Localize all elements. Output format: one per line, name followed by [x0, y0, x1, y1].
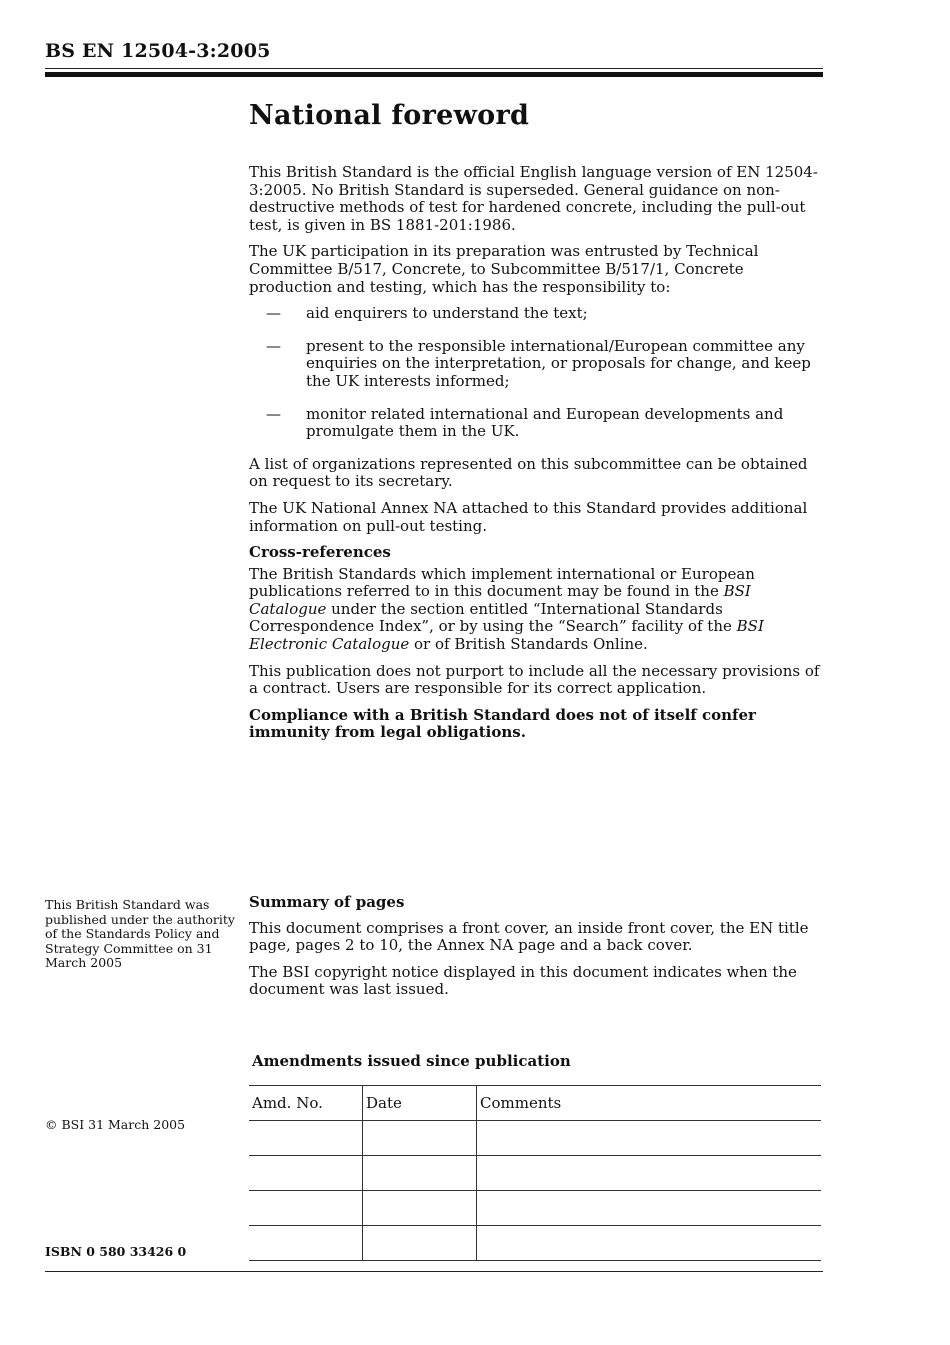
table-row: [249, 1191, 821, 1226]
bsi-catalogue-ref: BSI Catalogue: [249, 582, 751, 618]
column-header-comments: Comments: [477, 1086, 822, 1121]
intro-paragraph-1: This British Standard is the official English language version of EN 12504-3:2005. No British Standard is superseded. General guidance on non-destructive methods of test for hardened concrete, including the pull-out test, is given in BS 1881-201:1986.: [249, 163, 818, 234]
dash-bullet: —: [266, 336, 281, 355]
publication-note: This British Standard was published under the authority of the Standards Policy and Strategy Committee on 31 March 2005: [45, 897, 235, 970]
organizations-paragraph: A list of organizations represented on this subcommittee can be obtained on request to its secretary.: [249, 454, 808, 491]
responsibility-list: [249, 305, 824, 441]
list-item-text: aid enquirers to understand the text;: [306, 304, 588, 323]
cross-ref-text-1: The British Standards which implement international or European publications referred to in this document may be found in the: [249, 564, 755, 601]
cross-ref-text-3: or of British Standards Online.: [409, 635, 648, 654]
list-item-text: present to the responsible international/European committee any enquiries on the interpretation, or proposals for change, and keep the UK interests informed;: [306, 336, 811, 390]
isbn: ISBN 0 580 33426 0: [45, 1244, 187, 1259]
amendments-title: Amendments issued since publication: [252, 1052, 571, 1070]
table-cell: [477, 1226, 822, 1261]
national-annex-paragraph: The UK National Annex NA attached to this Standard provides additional information on pull-out testing.: [249, 498, 808, 535]
table-row: [249, 1121, 821, 1156]
table-cell: [363, 1191, 477, 1226]
table-cell: [363, 1226, 477, 1261]
copyright-note: © BSI 31 March 2005: [45, 1117, 186, 1132]
main-content: [249, 164, 824, 751]
table-cell: [477, 1121, 822, 1156]
contract-paragraph: This publication does not purport to include all the necessary provisions of a contract. Users are responsible for its correct application.: [249, 661, 820, 698]
table-cell: [363, 1156, 477, 1191]
summary-paragraph-1: This document comprises a front cover, an inside front cover, the EN title page, pages 2 to 10, the Annex NA page and a back cover.: [249, 918, 809, 955]
table-row: [249, 1156, 821, 1191]
document-id: BS EN 12504-3:2005: [45, 40, 271, 62]
footer-rule: [45, 1271, 823, 1272]
summary-section: [249, 894, 824, 1008]
column-header-date: Date: [363, 1086, 477, 1121]
page-title: National foreword: [249, 100, 530, 131]
summary-paragraph-2: The BSI copyright notice displayed in this document indicates when the document was last issued.: [249, 962, 797, 999]
cross-references-paragraph: [249, 566, 824, 654]
dash-bullet: —: [266, 304, 281, 323]
table-row: [249, 1226, 821, 1261]
list-item: [249, 305, 824, 323]
table-cell: [249, 1191, 363, 1226]
table-cell: [249, 1226, 363, 1261]
header-rule-thin: [45, 68, 823, 69]
amendments-table: [249, 1085, 821, 1261]
table-cell: [477, 1156, 822, 1191]
intro-paragraph-2: The UK participation in its preparation was entrusted by Technical Committee B/517, Concrete, to Subcommittee B/517/1, Concrete production and testing, which has the responsibility to:: [249, 242, 759, 296]
table-header-row: [249, 1086, 821, 1121]
column-header-amd-no: Amd. No.: [249, 1086, 363, 1121]
list-item: [249, 338, 824, 391]
table-cell: [477, 1191, 822, 1226]
list-item: [249, 406, 824, 441]
table-cell: [249, 1121, 363, 1156]
cross-ref-text-2: under the section entitled “International Standards Correspondence Index”, or by using the “Search” facility of the: [249, 599, 737, 636]
bsi-electronic-catalogue-ref: BSI Electronic Catalogue: [249, 617, 764, 654]
list-item-text: monitor related international and European developments and promulgate them in the UK.: [306, 404, 784, 441]
table-cell: [363, 1121, 477, 1156]
compliance-statement: Compliance with a British Standard does not of itself confer immunity from legal obligations.: [249, 705, 756, 742]
cross-references-heading: Cross-references: [249, 543, 391, 562]
dash-bullet: —: [266, 404, 281, 423]
header-rule-thick: [45, 72, 823, 77]
table-cell: [249, 1156, 363, 1191]
summary-heading: Summary of pages: [249, 893, 405, 911]
